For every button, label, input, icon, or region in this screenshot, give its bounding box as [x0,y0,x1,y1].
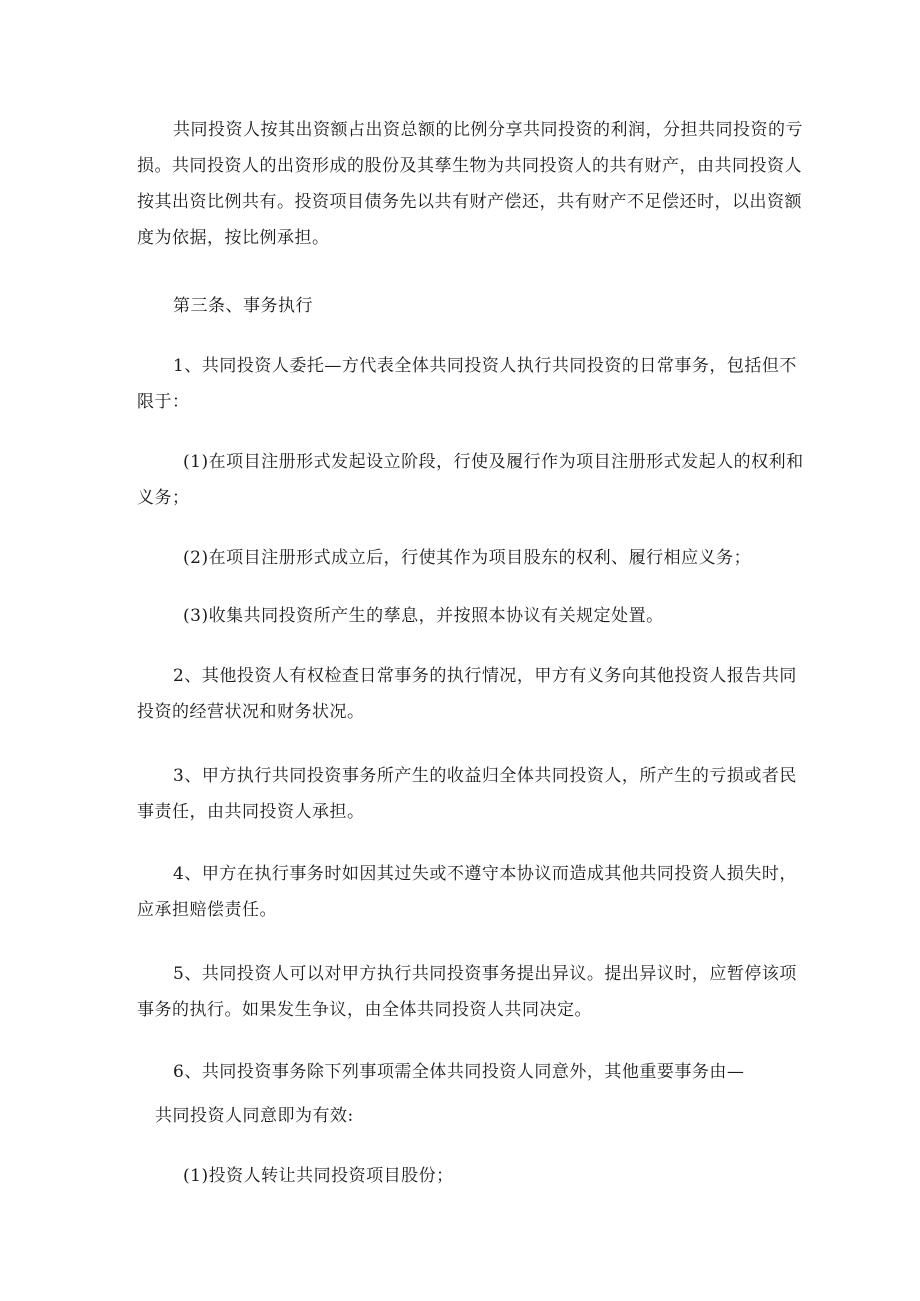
text-line: 4、甲方在执行事务时如因其过失或不遵守本协议而造成其他共同投资人损失时， [173,864,797,884]
paragraph-item-6 [173,1054,744,1090]
paragraph-item-4 [137,856,797,928]
text-line: 度为依据，按比例承担。 [137,228,330,248]
text-line: 投资的经营状况和财务状况。 [137,702,365,722]
text-line: 6、共同投资事务除下列事项需全体共同投资人同意外，其他重要事务由— [173,1062,745,1082]
text-line: 事责任，由共同投资人承担。 [137,802,365,822]
paragraph-item-1-sub-3 [183,598,664,634]
text-line: 3、甲方执行共同投资事务所产生的收益归全体共同投资人，所产生的亏损或者民 [173,766,797,786]
text-line: 共同投资人同意即为有效: [155,1106,354,1126]
text-line: 共同投资人按其出资额占出资总额的比例分享共同投资的利润，分担共同投资的亏 [173,120,803,140]
text-line: (1)在项目注册形式发起设立阶段，行使及履行作为项目注册形式发起人的权利和 [183,452,804,472]
text-line: 2、其他投资人有权检查日常事务的执行情况，甲方有义务向其他投资人报告共同 [173,666,797,686]
text-line: 第三条、事务执行 [173,296,313,316]
text-line: 限于： [137,392,190,412]
paragraph-profit-loss [137,112,803,256]
text-line: 5、共同投资人可以对甲方执行共同投资事务提出异议。提出异议时，应暂停该项 [173,964,797,984]
paragraph-item-6-sub-1 [183,1158,454,1194]
article-3-heading [173,288,313,324]
paragraph-item-3 [137,758,797,830]
text-line: 按其出资比例共有。投资项目债务先以共有财产偿还，共有财产不足偿还时，以出资额 [137,192,802,212]
paragraph-item-1-sub-1 [137,444,804,516]
paragraph-item-1-sub-2 [183,540,751,576]
text-line: 1、共同投资人委托—方代表全体共同投资人执行共同投资的日常事务，包括但不 [173,356,797,376]
text-line: 损。共同投资人的出资形成的股份及其孳生物为共同投资人的共有财产，由共同投资人 [137,156,802,176]
text-line: (2)在项目注册形式成立后，行使其作为项目股东的权利、履行相应义务； [183,548,752,568]
text-line: (1)投资人转让共同投资项目股份； [183,1166,454,1186]
text-line: 应承担赔偿责任。 [137,900,277,920]
paragraph-item-1 [137,348,797,420]
text-line: 事务的执行。如果发生争议，由全体共同投资人共同决定。 [137,1000,592,1020]
text-line: (3)收集共同投资所产生的孳息，并按照本协议有关规定处置。 [183,606,664,626]
paragraph-item-2 [137,658,797,730]
text-line: 义务； [137,488,190,508]
paragraph-item-5 [137,956,797,1028]
paragraph-item-6-cont [155,1098,354,1134]
